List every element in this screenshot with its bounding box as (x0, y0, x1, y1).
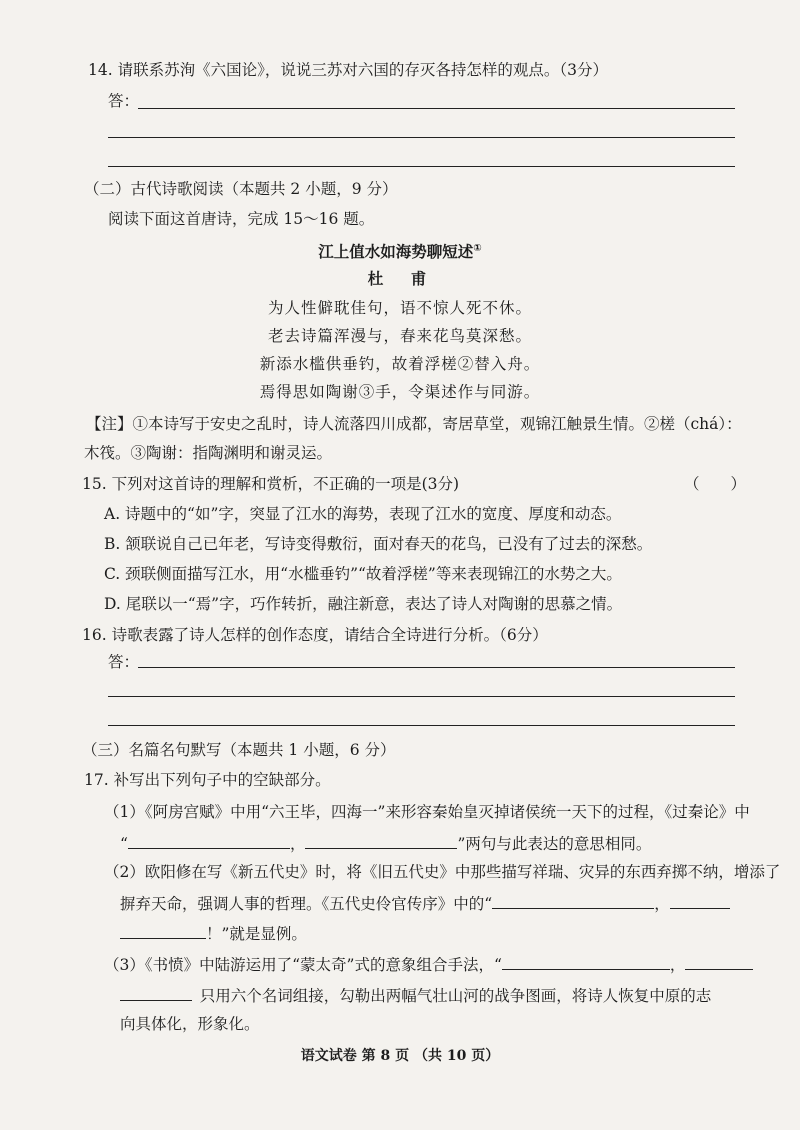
q16-answer-line-1[interactable] (138, 667, 735, 668)
q16-answer-label: 答： (108, 653, 140, 671)
section3-heading: （三）名篇名句默写（本题共 1 小题，6 分） (82, 741, 396, 759)
q17-part2-line3: ！”就是显例。 (120, 922, 307, 944)
q15-answer-paren[interactable]: （ ） (684, 475, 747, 493)
q14-answer-label: 答： (108, 92, 140, 110)
q17-part2-blank-1[interactable] (492, 892, 654, 909)
q17-part3-line2: 只用六个名词组接，勾勒出两幅气壮山河的战争图画，将诗人恢复中原的志 (120, 984, 711, 1006)
poem-note-line-1: 【注】①本诗写于安史之乱时，诗人流落四川成都，寄居草堂，观锦江触景生情。②槎（chá）： (86, 415, 742, 433)
poem-title: 江上值水如海势聊短述① (318, 243, 482, 262)
q17-part3-line1: （3）《书愤》中陆游运用了“蒙太奇”式的意象组合手法，“ ， (104, 953, 753, 975)
q17-part2-line1: （2）欧阳修在写《新五代史》时，将《旧五代史》中那些描写祥瑞、灾异的东西弃掷不纳，增添了 (104, 863, 781, 881)
q17-part2-blank-2b[interactable] (120, 922, 206, 939)
q17-part1-line1: （1）《阿房宫赋》中用“六王毕，四海一”来形容秦始皇灭掉诸侯统一天下的过程，《过秦论》中 (104, 803, 750, 821)
q17-part3-blank-2b[interactable] (120, 984, 192, 1001)
poem-note-line-2: 木筏。③陶谢：指陶渊明和谢灵运。 (84, 444, 333, 462)
poem-line-4: 焉得思如陶谢③手，令渠述作与同游。 (259, 383, 541, 401)
q14-answer-line-1[interactable] (138, 108, 735, 109)
q15-option-a[interactable]: A. 诗题中的“如”字，突显了江水的海势，表现了江水的宽度、厚度和动态。 (104, 505, 622, 523)
poem-author: 杜 甫 (367, 269, 433, 288)
poem-line-1: 为人性僻耽佳句，语不惊人死不休。 (267, 299, 532, 317)
section2-instruction: 阅读下面这首唐诗，完成 15～16 题。 (108, 210, 375, 228)
q14-question: 14. 请联系苏洵《六国论》，说说三苏对六国的存灭各持怎样的观点。（3分） (88, 61, 608, 79)
q16-question: 16. 诗歌表露了诗人怎样的创作态度，请结合全诗进行分析。（6分） (82, 626, 548, 644)
q16-answer-line-2[interactable] (108, 696, 735, 697)
poem-line-3: 新添水槛供垂钓，故着浮槎②替入舟。 (259, 355, 541, 373)
q14-answer-line-2[interactable] (108, 137, 735, 138)
q17-part1-line2: “ ， ”两句与此表达的意思相同。 (120, 832, 651, 854)
poem-line-2: 老去诗篇浑漫与，春来花鸟莫深愁。 (267, 327, 532, 345)
section2-heading: （二）古代诗歌阅读（本题共 2 小题，9 分） (84, 180, 398, 198)
q17-part2-blank-2a[interactable] (670, 892, 730, 909)
q17-part3-line3: 向具体化，形象化。 (120, 1015, 260, 1033)
q17-part1-blank-2[interactable] (305, 832, 457, 849)
q17-question: 17. 补写出下列句子中的空缺部分。 (84, 771, 331, 789)
q15-option-b[interactable]: B. 颔联说自己已年老，写诗变得敷衍，面对春天的花鸟，已没有了过去的深愁。 (104, 535, 653, 553)
q15-option-c[interactable]: C. 颈联侧面描写江水，用“水槛垂钓”“故着浮槎”等来表现锦江的水势之大。 (104, 565, 622, 583)
q17-part1-blank-1[interactable] (128, 832, 290, 849)
page-footer: 语文试卷 第 8 页 （共 10 页） (300, 1048, 500, 1064)
q15-question: 15. 下列对这首诗的理解和赏析，不正确的一项是(3分) (82, 475, 460, 493)
q17-part3-blank-2a[interactable] (685, 953, 753, 970)
q15-option-d[interactable]: D. 尾联以一“焉”字，巧作转折，融注新意，表达了诗人对陶谢的思慕之情。 (104, 595, 623, 613)
q16-answer-line-3[interactable] (108, 725, 735, 726)
q14-answer-line-3[interactable] (108, 166, 735, 167)
q17-part2-line2: 摒弃天命，强调人事的哲理。《五代史伶官传序》中的“ ， (120, 892, 730, 914)
q17-part3-blank-1[interactable] (502, 953, 670, 970)
